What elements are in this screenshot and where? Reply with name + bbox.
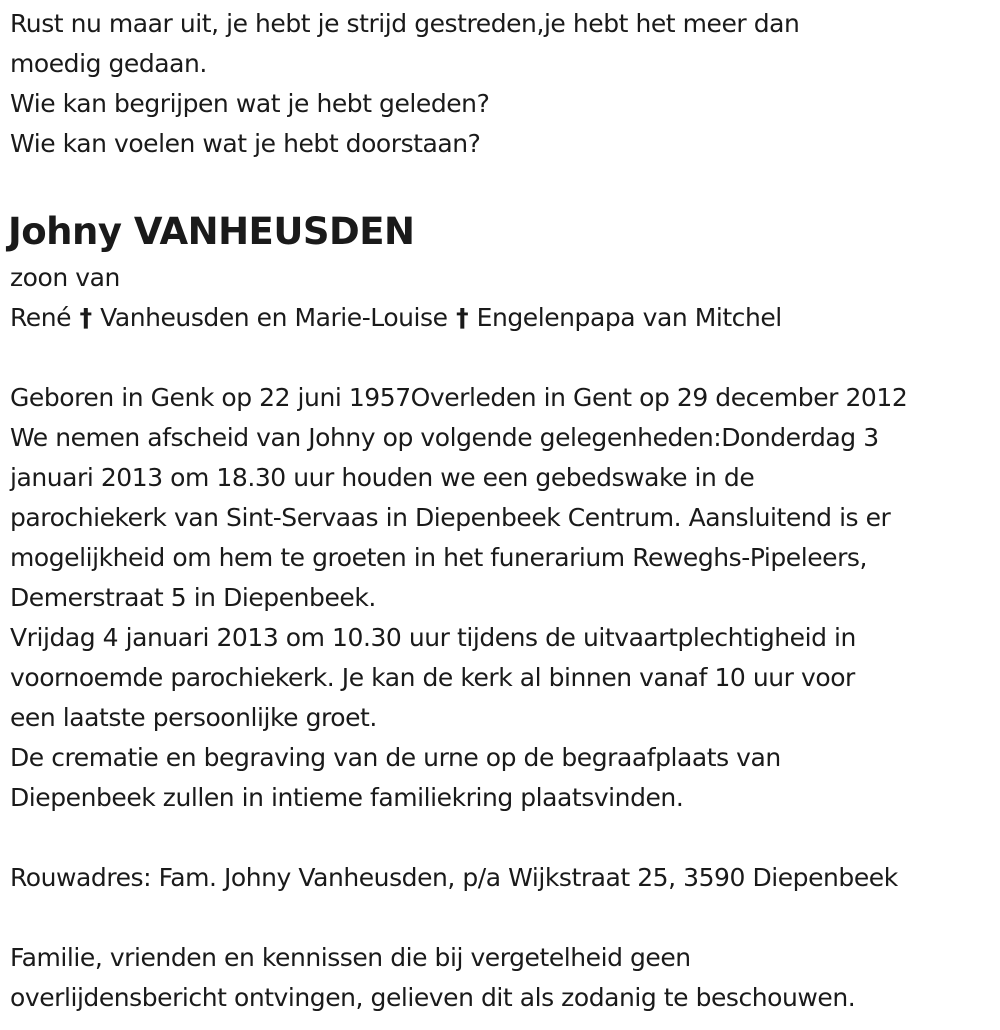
obituary-notice bbox=[10, 4, 995, 1018]
deceased-name: Johny VANHEUSDEN bbox=[8, 210, 415, 253]
closing-line: Familie, vrienden en kennissen die bij vergetelheid geen bbox=[10, 943, 691, 972]
announcement bbox=[10, 378, 995, 818]
announcement-line: parochiekerk van Sint-Servaas in Diepenbeek Centrum. Aansluitend is er bbox=[10, 503, 891, 532]
poem bbox=[10, 4, 995, 164]
spacer bbox=[10, 818, 995, 858]
cross-icon: † bbox=[79, 303, 92, 332]
announcement-line: Vrijdag 4 januari 2013 om 10.30 uur tijdens de uitvaartplechtigheid in bbox=[10, 623, 856, 652]
poem-line: moedig gedaan. bbox=[10, 49, 207, 78]
parent-first-name: René bbox=[10, 303, 72, 332]
parents-line-rest: Engelenpapa van Mitchel bbox=[476, 303, 782, 332]
poem-line: Wie kan voelen wat je hebt doorstaan? bbox=[10, 129, 481, 158]
poem-line: Rust nu maar uit, je hebt je strijd gestreden,je hebt het meer dan bbox=[10, 9, 800, 38]
spacer bbox=[10, 164, 995, 206]
cross-icon: † bbox=[456, 303, 469, 332]
parents-line bbox=[10, 298, 995, 338]
announcement-line: De crematie en begraving van de urne op de begraafplaats van bbox=[10, 743, 781, 772]
mourning-address: Rouwadres: Fam. Johny Vanheusden, p/a Wijkstraat 25, 3590 Diepenbeek bbox=[10, 863, 898, 892]
announcement-line: Demerstraat 5 in Diepenbeek. bbox=[10, 583, 376, 612]
announcement-line: voornoemde parochiekerk. Je kan de kerk al binnen vanaf 10 uur voor bbox=[10, 663, 855, 692]
closing-note bbox=[10, 938, 995, 1018]
announcement-line: We nemen afscheid van Johny op volgende gelegenheden:Donderdag 3 bbox=[10, 423, 879, 452]
announcement-line: mogelijkheid om hem te groeten in het funerarium Reweghs-Pipeleers, bbox=[10, 543, 867, 572]
announcement-line: een laatste persoonlijke groet. bbox=[10, 703, 377, 732]
spacer bbox=[10, 338, 995, 378]
announcement-line: Geboren in Genk op 22 juni 1957Overleden in Gent op 29 december 2012 bbox=[10, 383, 908, 412]
relation-label: zoon van bbox=[10, 263, 120, 292]
spacer bbox=[10, 898, 995, 938]
announcement-line: Diepenbeek zullen in intieme familiekring plaatsvinden. bbox=[10, 783, 684, 812]
announcement-line: januari 2013 om 18.30 uur houden we een gebedswake in de bbox=[10, 463, 755, 492]
parent-surname-and-second-parent: Vanheusden en Marie-Louise bbox=[100, 303, 448, 332]
closing-line: overlijdensbericht ontvingen, gelieven dit als zodanig te beschouwen. bbox=[10, 983, 856, 1012]
poem-line: Wie kan begrijpen wat je hebt geleden? bbox=[10, 89, 490, 118]
